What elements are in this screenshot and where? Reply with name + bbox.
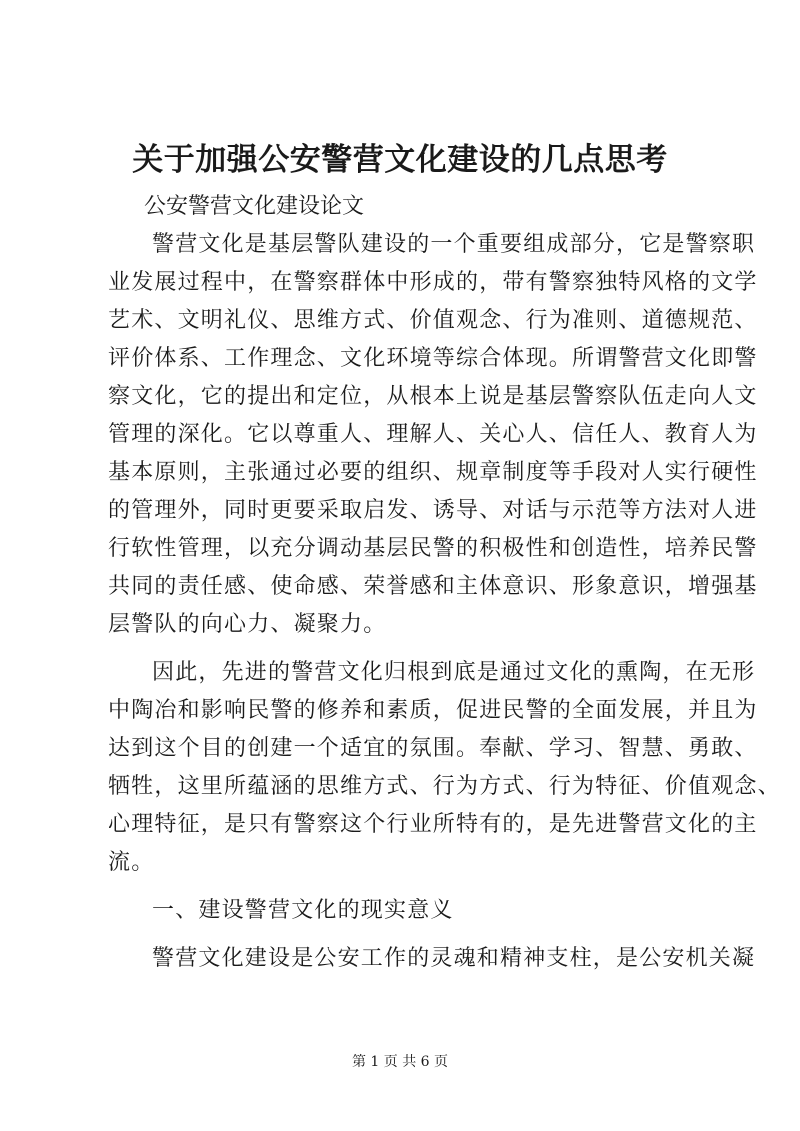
- section-heading-text: 一、建设警营文化的现实意义: [152, 898, 454, 923]
- paragraph-line: 流。: [108, 850, 155, 875]
- paragraph-3: [108, 940, 756, 978]
- paragraph-line: 管理的深化。它以尊重人、理解人、关心人、信任人、教育人为: [108, 422, 758, 447]
- page-footer: 第 1 页 共 6 页: [351, 1054, 449, 1070]
- paragraph-line: 行软性管理，以充分调动基层民警的积极性和创造性，培养民警: [108, 536, 758, 561]
- paragraph-line: 因此，先进的警营文化归根到底是通过文化的熏陶，在无形: [152, 660, 756, 685]
- paragraph-line: 评价体系、工作理念、文化环境等综合体现。所谓警营文化即警: [108, 346, 758, 371]
- paragraph-line: 层警队的向心力、凝聚力。: [108, 612, 387, 637]
- paragraph-line: 达到这个目的创建一个适宜的氛围。奉献、学习、智慧、勇敢、: [108, 736, 758, 761]
- paragraph-line: 警营文化建设是公安工作的灵魂和精神支柱，是公安机关凝: [152, 946, 756, 971]
- document-body: [108, 188, 781, 988]
- paragraph-line: 中陶冶和影响民警的修养和素质，促进民警的全面发展，并且为: [108, 698, 758, 723]
- document-subtitle: 公安警营文化建设论文: [144, 194, 365, 219]
- paragraph-line: 业发展过程中，在警察群体中形成的，带有警察独特风格的文学: [108, 270, 758, 295]
- paragraph-line: 牺牲，这里所蕴涵的思维方式、行为方式、行为特征、价值观念、: [108, 774, 781, 799]
- paragraph-line: 的管理外，同时更要采取启发、诱导、对话与示范等方法对人进: [108, 498, 758, 523]
- paragraph-line: 共同的责任感、使命感、荣誉感和主体意识、形象意识，增强基: [108, 574, 758, 599]
- page-title: 关于加强公安警营文化建设的几点思考: [132, 142, 668, 178]
- paragraph-line: 基本原则，主张通过必要的组织、规章制度等手段对人实行硬性: [108, 460, 758, 485]
- paragraph-line: 艺术、文明礼仪、思维方式、价值观念、行为准则、道德规范、: [108, 308, 758, 333]
- paragraph-1: [108, 226, 758, 644]
- paragraph-2: [108, 654, 781, 882]
- paragraph-line: 察文化，它的提出和定位，从根本上说是基层警察队伍走向人文: [108, 384, 758, 409]
- paragraph-line: 警营文化是基层警队建设的一个重要组成部分，它是警察职: [152, 232, 756, 257]
- section-heading-1: [108, 892, 704, 930]
- paragraph-line: 心理特征，是只有警察这个行业所特有的，是先进警营文化的主: [108, 812, 758, 837]
